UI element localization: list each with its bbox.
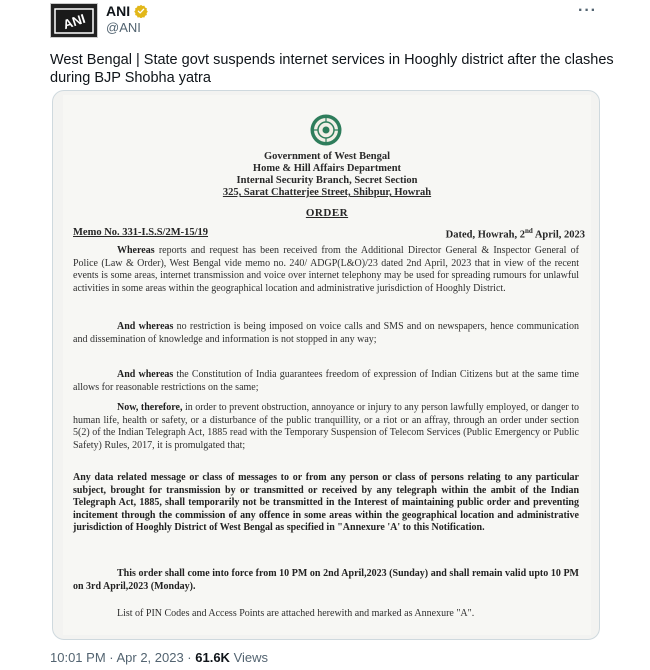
paragraph-whereas-1 <box>73 245 579 295</box>
verified-badge-icon <box>134 4 148 18</box>
government-seal-icon <box>309 113 343 147</box>
ani-logo-icon <box>54 8 94 34</box>
paragraph-now-therefore <box>73 402 579 452</box>
views-label: Views <box>229 650 269 665</box>
doc-header-line1: Government of West Bengal <box>263 151 391 162</box>
order-date-sup: nd <box>524 227 533 235</box>
tweet-media-image[interactable] <box>52 90 600 640</box>
author-handle[interactable]: @ANI <box>106 20 141 35</box>
paragraph-body: no restriction is being imposed on voice calls and SMS and on newspapers, hence communication and dissemination of knowledge and information is not stopped in any way; <box>73 321 579 345</box>
order-date <box>446 227 585 241</box>
avatar-text: ANI <box>61 10 88 32</box>
paragraph-whereas-3 <box>73 369 579 394</box>
views-count[interactable]: 61.6K <box>195 650 230 665</box>
author-name-row[interactable] <box>106 3 148 19</box>
tweet-footer <box>50 650 268 665</box>
paragraph-order-directive: Any data related message or class of messages to or from any person or class of persons relating to any particular subject, brought for transmission by or transmitted or received by any telegraph within the ambit of the Indian Telegraph Act, 1885, shall temporarily not be transmitted in the Interest of maintaining public order and preventing incitement through the commission of any offence in some areas within the geographical location and administrative jurisdiction of Hooghly District of West Bengal as specified in "Annexure 'A' to this Notification. <box>73 472 579 533</box>
memo-number: Memo No. 331-I.S.S/2M-15/19 <box>73 227 209 238</box>
tweet-text: West Bengal | State govt suspends internet services in Hooghly district after the clashes during BJP Shobha yatra <box>50 52 614 86</box>
paragraph-body: the Constitution of India guarantees freedom of expression of Indian Citizens but at the same time allows for reasonable restrictions on the same; <box>73 369 579 393</box>
order-document <box>63 95 591 635</box>
paragraph-lead: Whereas <box>117 245 155 256</box>
author-name[interactable]: ANI <box>106 3 131 19</box>
order-title: ORDER <box>305 207 349 219</box>
paragraph-lead: Now, therefore, <box>117 402 183 413</box>
avatar[interactable] <box>50 3 98 38</box>
paragraph-body: List of PIN Codes and Access Points are attached herewith and marked as Annexure "A". <box>117 608 475 619</box>
timestamp[interactable]: 10:01 PM · Apr 2, 2023 · <box>50 650 196 665</box>
paragraph-body: This order shall come into force from 10 PM on 2nd April,2023 (Sunday) and shall remain valid upto 10 PM on 3rd April,2023 (Monday). <box>73 568 579 592</box>
paragraph-validity <box>73 568 579 593</box>
doc-header-line4: 325, Sarat Chatterjee Street, Shibpur, Howrah <box>222 187 432 198</box>
more-options-icon[interactable]: ··· <box>578 2 597 19</box>
order-date-prefix: Dated, Howrah, 2 <box>445 229 525 241</box>
paragraph-whereas-2 <box>73 321 579 346</box>
paragraph-lead: And whereas <box>117 369 174 380</box>
paragraph-annexure <box>73 608 579 621</box>
doc-header-line3: Internal Security Branch, Secret Section <box>236 175 418 186</box>
doc-header-line2: Home & Hill Affairs Department <box>252 163 402 174</box>
paragraph-body: in order to prevent obstruction, annoyance or injury to any person lawfully employed, or danger to human life, health or safety, or a disturbance of the public tranquillity, or a riot or an affray, through an order under section 5(2) of the Indian Telegraph Act, 1885 read with the Temporary Suspension of Telecom Services (Public Emergency or Public Safety) Rules, 2017, it is promulgated that; <box>73 402 580 451</box>
paragraph-body: reports and request has been received from the Additional Director General & Inspector General of Police (Law & Order), West Bengal vide memo no. 240/ ADGP(L&O)/23 dated 2nd April, 2023 that in view of the recent events is some areas, internet transmission and voice over internet telephony may be used for spreading rumours for unlawful activities in some areas within the geographical location and administrative jurisdiction of Hooghly District. <box>73 245 579 294</box>
paragraph-lead: And whereas <box>117 321 174 332</box>
order-date-suffix: April, 2023 <box>532 229 585 241</box>
